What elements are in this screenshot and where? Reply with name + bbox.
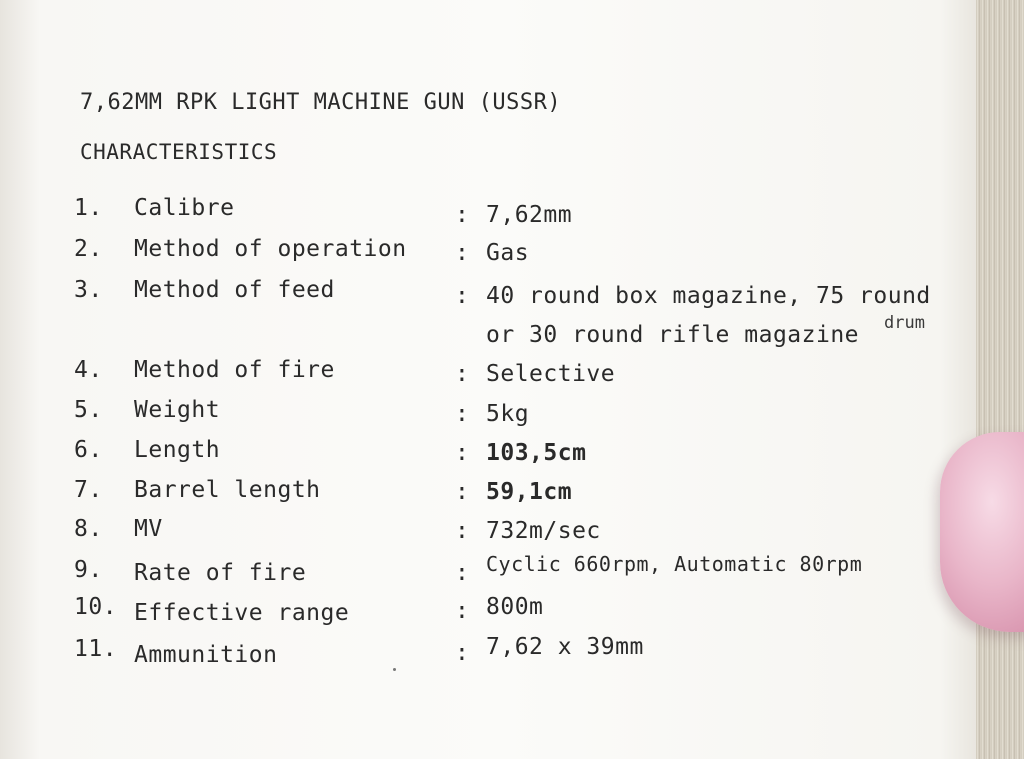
item-value: Gas (486, 240, 530, 266)
item-separator: : (455, 283, 470, 309)
item-value: Cyclic 660rpm, Automatic 80rpm (486, 552, 863, 576)
item-separator: : (455, 640, 470, 666)
item-separator: : (455, 361, 470, 387)
item-number: 10. (74, 594, 118, 620)
item-separator: : (455, 479, 470, 505)
item-separator: : (455, 240, 470, 266)
item-number: 11. (74, 636, 118, 662)
item-value: 40 round box magazine, 75 round (486, 283, 931, 309)
item-label: Calibre (134, 195, 235, 221)
item-number: 8. (74, 516, 103, 542)
item-number: 4. (74, 357, 103, 383)
item-value: 7,62mm (486, 202, 573, 228)
item-label: Length (134, 437, 221, 463)
handwritten-note: drum (884, 313, 925, 333)
document-subtitle: CHARACTERISTICS (80, 140, 278, 164)
item-label: Method of fire (134, 357, 335, 383)
item-label: Weight (134, 397, 221, 423)
item-label: Effective range (134, 600, 350, 626)
item-separator: : (455, 598, 470, 624)
item-separator: : (455, 560, 470, 586)
ink-speck (393, 668, 396, 671)
item-label: Method of feed (134, 277, 335, 303)
document-title: 7,62MM RPK LIGHT MACHINE GUN (USSR) (80, 90, 562, 115)
item-separator: : (455, 401, 470, 427)
item-label: Ammunition (134, 642, 278, 668)
item-number: 9. (74, 557, 103, 583)
item-value: Selective (486, 361, 616, 387)
item-label: Method of operation (134, 236, 407, 262)
page-edge-stack (976, 0, 1024, 759)
thumb-holding-page (940, 432, 1024, 632)
item-label: Barrel length (134, 477, 321, 503)
item-value: 732m/sec (486, 518, 601, 544)
item-label: Rate of fire (134, 560, 307, 586)
item-number: 6. (74, 437, 103, 463)
item-value: 7,62 x 39mm (486, 634, 644, 660)
item-separator: : (455, 202, 470, 228)
item-number: 7. (74, 477, 103, 503)
item-value: 800m (486, 594, 544, 620)
item-value: 59,1cm (486, 479, 573, 505)
item-value: 5kg (486, 401, 530, 427)
item-value: 103,5cm (486, 440, 587, 466)
item-separator: : (455, 440, 470, 466)
item-separator: : (455, 518, 470, 544)
item-number: 1. (74, 195, 103, 221)
item-label: MV (134, 516, 163, 542)
item-number: 2. (74, 236, 103, 262)
item-number: 3. (74, 277, 103, 303)
item-value-continuation: or 30 round rifle magazine (486, 322, 860, 348)
item-number: 5. (74, 397, 103, 423)
